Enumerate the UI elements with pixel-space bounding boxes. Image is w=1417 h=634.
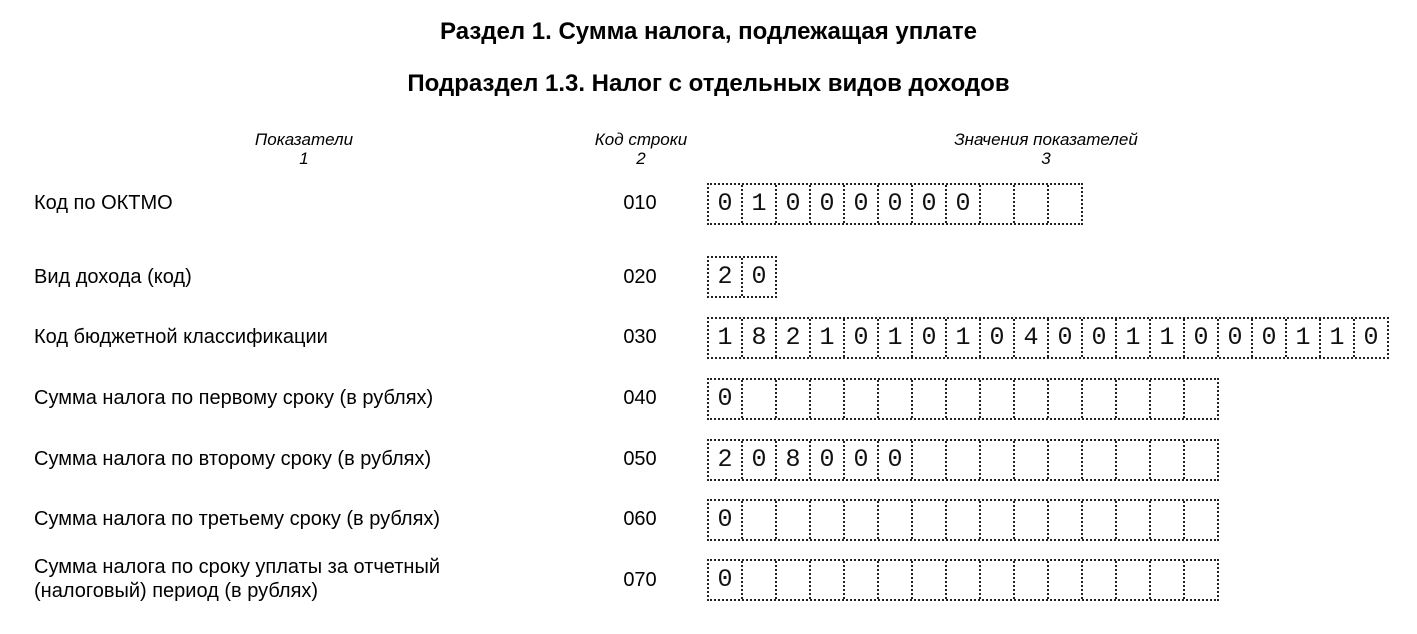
digit-cell[interactable]: 0 — [877, 441, 911, 479]
digit-cell[interactable] — [1115, 441, 1149, 479]
value-cells-tax-third-term[interactable] — [707, 499, 1219, 541]
digit-cell[interactable] — [877, 501, 911, 539]
digit-cell[interactable] — [1047, 501, 1081, 539]
digit-cell[interactable] — [911, 441, 945, 479]
column-header-number: 1 — [299, 149, 309, 168]
digit-cell[interactable]: 1 — [945, 319, 979, 357]
digit-cell[interactable]: 4 — [1013, 319, 1047, 357]
row-label: Вид дохода (код) — [34, 266, 192, 288]
digit-cell[interactable]: 8 — [741, 319, 775, 357]
digit-cell[interactable] — [911, 380, 945, 418]
digit-cell[interactable] — [911, 561, 945, 599]
digit-cell[interactable]: 0 — [741, 258, 775, 296]
digit-cell[interactable]: 0 — [1251, 319, 1285, 357]
digit-cell[interactable] — [809, 561, 843, 599]
digit-cell[interactable] — [1047, 561, 1081, 599]
row-code: 060 — [623, 508, 657, 530]
digit-cell[interactable] — [775, 561, 809, 599]
digit-cell[interactable]: 1 — [717, 323, 733, 352]
digit-cell[interactable] — [1149, 501, 1183, 539]
digit-cell[interactable] — [1149, 441, 1183, 479]
digit-cell[interactable] — [741, 561, 775, 599]
row-label: Сумма налога по третьему сроку (в рублях) — [34, 508, 441, 530]
digit-cell[interactable] — [1183, 441, 1217, 479]
digit-cell[interactable]: 0 — [1217, 319, 1251, 357]
digit-cell[interactable]: 0 — [717, 189, 733, 218]
row-code: 050 — [623, 448, 657, 470]
column-header-values — [896, 130, 1196, 168]
value-cells-tax-first-term[interactable] — [707, 378, 1219, 420]
digit-cell[interactable]: 0 — [1081, 319, 1115, 357]
row-label: Сумма налога по сроку уплаты за отчетный (налоговый) период (в рублях) — [34, 556, 441, 602]
digit-cell[interactable]: 1 — [741, 185, 775, 223]
digit-cell[interactable] — [1013, 380, 1047, 418]
digit-cell[interactable]: 0 — [717, 505, 733, 534]
column-header-number: 2 — [636, 149, 646, 168]
digit-cell[interactable] — [945, 561, 979, 599]
digit-cell[interactable] — [1081, 501, 1115, 539]
column-header-label: Показатели — [254, 130, 354, 149]
digit-cell[interactable] — [1115, 380, 1149, 418]
row-label: Код бюджетной классификации — [34, 326, 328, 348]
row-code: 010 — [623, 192, 657, 214]
digit-cell[interactable]: 0 — [911, 185, 945, 223]
digit-cell[interactable] — [775, 380, 809, 418]
row-code: 030 — [623, 326, 657, 348]
digit-cell[interactable]: 0 — [877, 185, 911, 223]
row-code: 020 — [623, 266, 657, 288]
digit-cell[interactable] — [911, 501, 945, 539]
column-header-label: Значения показателей — [954, 130, 1138, 149]
digit-cell[interactable] — [979, 561, 1013, 599]
digit-cell[interactable] — [877, 561, 911, 599]
value-cells-oktmo[interactable] — [707, 183, 1083, 225]
digit-cell[interactable]: 1 — [809, 319, 843, 357]
digit-cell[interactable]: 0 — [741, 441, 775, 479]
row-code: 070 — [623, 569, 657, 591]
digit-cell[interactable] — [1013, 561, 1047, 599]
digit-cell[interactable] — [1047, 380, 1081, 418]
subsection-title: Подраздел 1.3. Налог с отдельных видов доходов — [407, 70, 1010, 97]
digit-cell[interactable] — [1183, 501, 1217, 539]
digit-cell[interactable] — [1081, 441, 1115, 479]
digit-cell[interactable] — [775, 501, 809, 539]
digit-cell[interactable]: 0 — [1183, 319, 1217, 357]
digit-cell[interactable] — [741, 380, 775, 418]
digit-cell[interactable]: 0 — [945, 185, 979, 223]
digit-cell[interactable] — [1013, 441, 1047, 479]
digit-cell[interactable] — [1013, 185, 1047, 223]
digit-cell[interactable]: 0 — [1353, 319, 1387, 357]
digit-cell[interactable]: 0 — [843, 441, 877, 479]
digit-cell[interactable]: 8 — [775, 441, 809, 479]
row-label: Код по ОКТМО — [34, 192, 173, 214]
digit-cell[interactable] — [843, 561, 877, 599]
digit-cell[interactable] — [979, 380, 1013, 418]
digit-cell[interactable] — [1047, 185, 1081, 223]
digit-cell[interactable]: 1 — [877, 319, 911, 357]
digit-cell[interactable] — [809, 501, 843, 539]
digit-cell[interactable] — [1013, 501, 1047, 539]
digit-cell[interactable] — [1149, 380, 1183, 418]
digit-cell[interactable] — [1081, 561, 1115, 599]
digit-cell[interactable]: 2 — [775, 319, 809, 357]
digit-cell[interactable]: 0 — [809, 441, 843, 479]
column-header-number: 3 — [1041, 149, 1051, 168]
digit-cell[interactable]: 2 — [717, 445, 733, 474]
digit-cell[interactable] — [1047, 441, 1081, 479]
digit-cell[interactable]: 0 — [1047, 319, 1081, 357]
value-cells-tax-reporting-period[interactable] — [707, 559, 1219, 601]
digit-cell[interactable] — [809, 380, 843, 418]
value-cells-income-type[interactable] — [707, 256, 777, 298]
digit-cell[interactable] — [945, 380, 979, 418]
digit-cell[interactable]: 0 — [809, 185, 843, 223]
digit-cell[interactable] — [979, 501, 1013, 539]
digit-cell[interactable] — [1115, 561, 1149, 599]
row-label: Сумма налога по второму сроку (в рублях) — [34, 448, 432, 470]
digit-cell[interactable]: 0 — [775, 185, 809, 223]
digit-cell[interactable]: 0 — [979, 319, 1013, 357]
digit-cell[interactable] — [1149, 561, 1183, 599]
digit-cell[interactable] — [741, 501, 775, 539]
digit-cell[interactable]: 1 — [1149, 319, 1183, 357]
digit-cell[interactable]: 0 — [717, 565, 733, 594]
digit-cell[interactable] — [979, 185, 1013, 223]
digit-cell[interactable]: 1 — [1115, 319, 1149, 357]
digit-cell[interactable]: 0 — [717, 384, 733, 413]
digit-cell[interactable]: 0 — [843, 185, 877, 223]
digit-cell[interactable] — [1081, 380, 1115, 418]
digit-cell[interactable] — [979, 441, 1013, 479]
column-header-line-code — [541, 130, 741, 168]
value-cells-tax-second-term[interactable] — [707, 439, 1219, 481]
digit-cell[interactable] — [843, 380, 877, 418]
column-header-indicators — [204, 130, 404, 168]
digit-cell[interactable]: 1 — [1285, 319, 1319, 357]
digit-cell[interactable] — [877, 380, 911, 418]
digit-cell[interactable]: 2 — [717, 262, 733, 291]
section-title: Раздел 1. Сумма налога, подлежащая уплате — [440, 18, 977, 45]
digit-cell[interactable]: 0 — [911, 319, 945, 357]
digit-cell[interactable] — [945, 501, 979, 539]
digit-cell[interactable]: 1 — [1319, 319, 1353, 357]
digit-cell[interactable] — [945, 441, 979, 479]
digit-cell[interactable] — [1115, 501, 1149, 539]
digit-cell[interactable] — [843, 501, 877, 539]
column-header-label: Код строки — [594, 130, 688, 149]
row-code: 040 — [623, 387, 657, 409]
digit-cell[interactable] — [1183, 380, 1217, 418]
digit-cell[interactable]: 0 — [843, 319, 877, 357]
digit-cell[interactable] — [1183, 561, 1217, 599]
value-cells-budget-classification[interactable] — [707, 317, 1389, 359]
row-label: Сумма налога по первому сроку (в рублях) — [34, 387, 434, 409]
